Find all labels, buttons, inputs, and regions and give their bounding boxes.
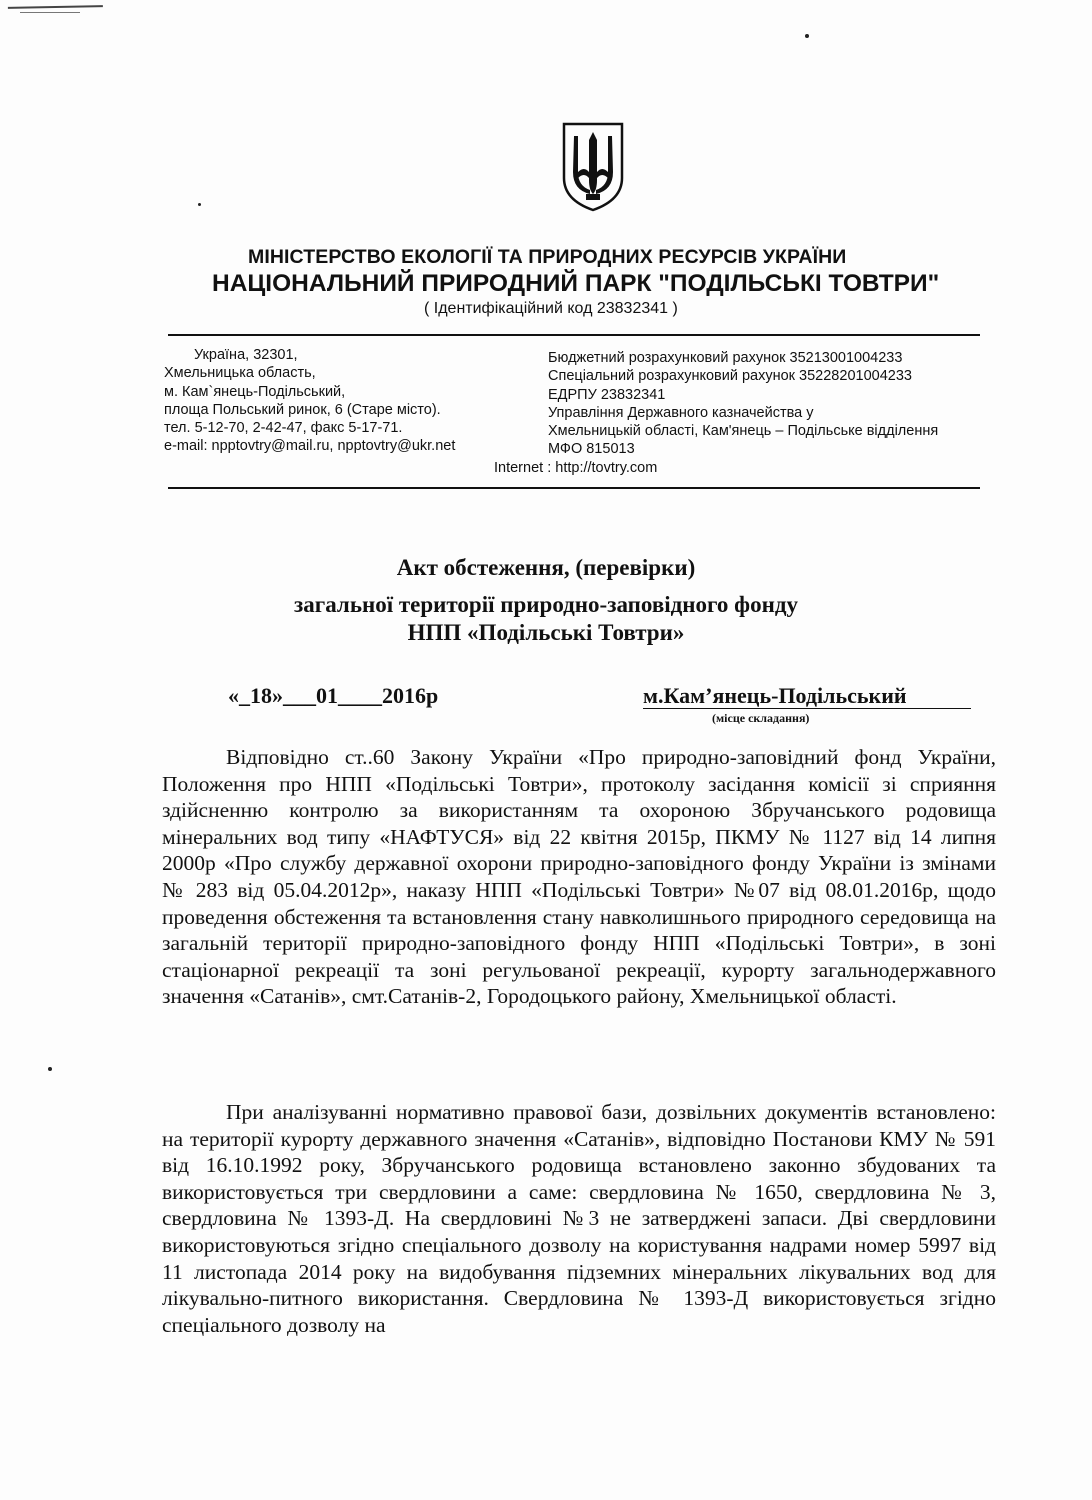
scan-speck	[198, 203, 201, 206]
bank-line: МФО 815013	[548, 441, 635, 458]
scan-speck	[805, 34, 809, 38]
header-divider-bottom	[168, 487, 980, 489]
bank-line: ЕДРПУ 23832341	[548, 386, 666, 403]
body-paragraph	[162, 744, 996, 1010]
paragraph-text: Відповідно ст..60 Закону України «Про природно-заповідний фонд України, Положення про НПП «Подільські Товтри», протоколу засідання комісії зі сприяння здійсненню контролю за використанням та охороною Збручанського родовища мінеральних вод типу «НАФТУСЯ» від 22 квітня 2015р, ПКМУ № 1127 від 14 липня 2000р «Про службу державної охорони природно-заповідного фонду України із змінами № 283 від 05.04.2012р», наказу НПП «Подільські Товтри» №07 від 08.01.2016р, щодо проведення обстеження та встановлення стану навколишнього природного середовища на загальній території природно-заповідного фонду НПП «Подільські Товтри», в зоні стаціонарної рекреації та зоні регульованої рекреації, курорту загальнодержавного значення «Сатанів», смт.Сатанів-2, Городоцького району, Хмельницької області.	[162, 745, 996, 1009]
document-place: м.Кам’янець-Подільський	[643, 683, 907, 708]
document-subtitle-park: НПП «Подільські Товтри»	[407, 620, 685, 645]
bank-details-block	[548, 349, 938, 459]
scan-speck	[48, 1067, 52, 1071]
scan-corner-mark-2	[20, 12, 80, 13]
scan-corner-mark	[8, 5, 103, 23]
body-paragraph	[162, 1099, 996, 1338]
document-subtitle: загальної території природно-заповідного фонду	[294, 592, 798, 617]
address-line: Україна, 32301,	[194, 347, 298, 363]
bank-line: Управління Державного казначейства у	[548, 404, 814, 421]
header-divider-top	[168, 334, 980, 336]
website-line: Internet : http://tovtry.com	[494, 460, 658, 476]
bank-line: Хмельницькій області, Кам'янець – Подільське відділення	[548, 423, 939, 440]
bank-line: Спеціальний розрахунковий рахунок 35228201004233	[548, 368, 912, 385]
document-date: «_18»___01____2016р	[228, 683, 439, 708]
address-line: тел. 5-12-70, 2-42-47, факс 5-17-71.	[164, 420, 403, 437]
park-name: НАЦІОНАЛЬНИЙ ПРИРОДНИЙ ПАРК "ПОДІЛЬСЬКІ ТОВТРИ"	[212, 270, 940, 297]
address-block	[164, 346, 455, 456]
coat-of-arms-icon	[560, 120, 626, 212]
bank-line: Бюджетний розрахунковий рахунок 35213001004233	[548, 350, 903, 366]
address-line: Хмельницька область,	[164, 365, 316, 382]
identification-code: ( Ідентифікаційний код 23832341 )	[424, 300, 678, 317]
address-line: площа Польський ринок, 6 (Старе місто).	[164, 401, 441, 418]
address-line: м. Кам`янець-Подільський,	[164, 383, 346, 400]
document-title: Акт обстеження, (перевірки)	[396, 555, 696, 580]
place-caption: (місце складання)	[712, 711, 810, 725]
email-line: e-mail: npptovtry@mail.ru, npptovtry@ukr.net	[164, 438, 456, 455]
ministry-name: МІНІСТЕРСТВО ЕКОЛОГІЇ ТА ПРИРОДНИХ РЕСУРСІВ УКРАЇНИ	[248, 246, 847, 268]
paragraph-text: При аналізуванні нормативно правової бази, дозвільних документів встановлено: на території курорту державного значення «Сатанів», відповідно Постанови КМУ № 591 від 16.10.1992 року, Збручанського родовища встановлено законно збудованих та використовується три свердловини а саме: свердловина № 1650, свердловина № 3, свердловина № 1393-Д. На свердловині №3 не затверджені запаси. Дві свердловини використовуються згідно спеціального дозволу на користування надрами номер 5997 від 11 листопада 2014 року на видобування підземних мінеральних лікувальних вод для лікувально-питного використання. Свердловина № 1393-Д використовується згідно спеціального дозволу на	[162, 1100, 996, 1337]
